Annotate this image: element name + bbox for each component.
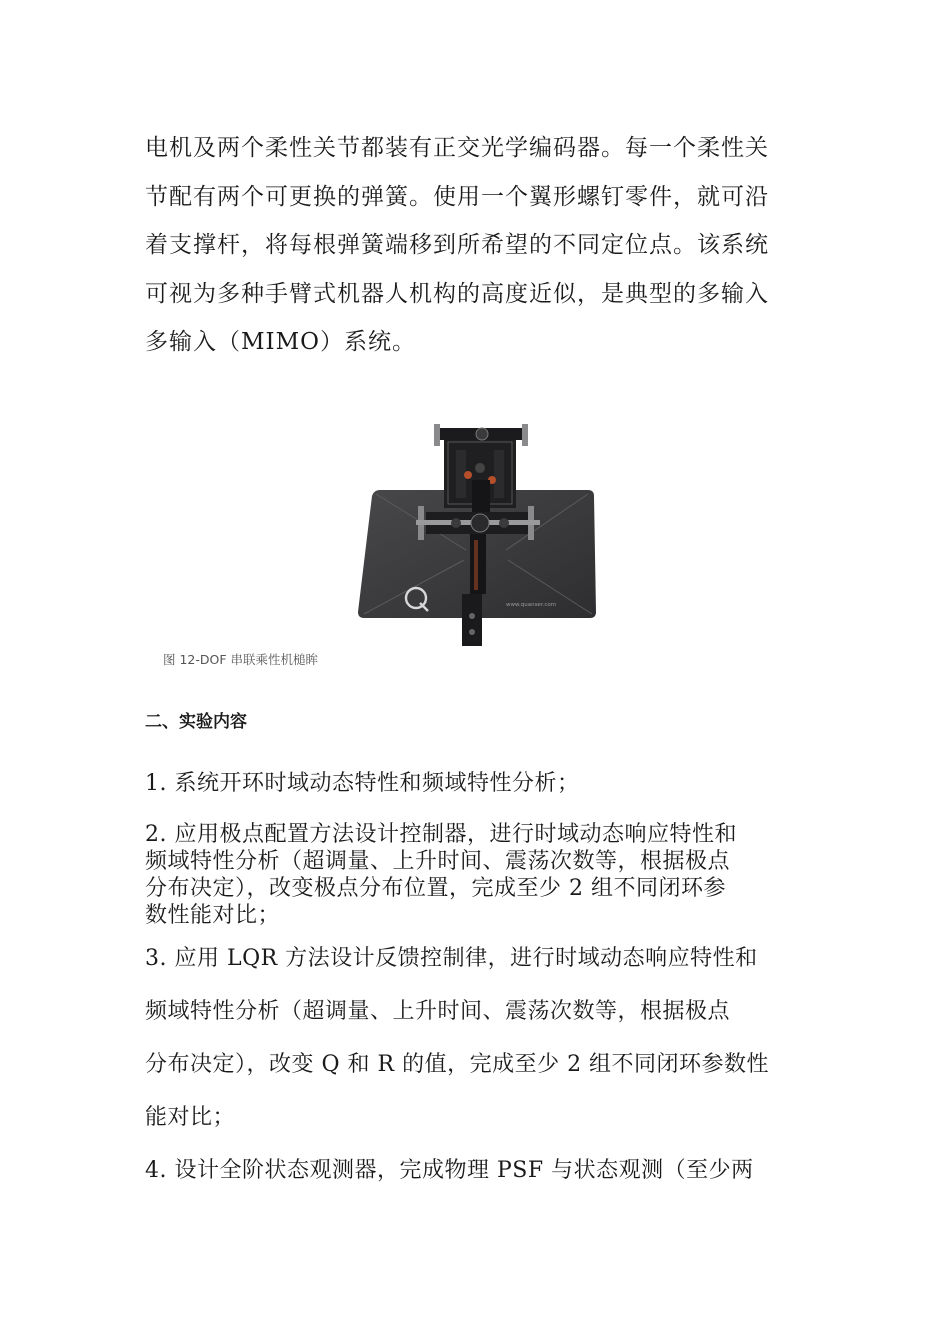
list-item-line: 数性能对比；	[145, 903, 281, 928]
robot-arm-photo	[356, 420, 599, 648]
end-effector	[462, 594, 482, 646]
list-item-line: 能对比；	[145, 1105, 236, 1130]
list-item-line: 频域特性分析（超调量、上升时间、震荡次数等，根据极点	[145, 999, 731, 1024]
list-item-line: 2. 应用极点配置方法设计控制器，进行时域动态响应特性和	[145, 822, 737, 847]
list-item	[145, 1144, 835, 1197]
list-item-line: 频域特性分析（超调量、上升时间、震荡次数等，根据极点	[145, 849, 731, 874]
intro-line: 着支撑杆，将每根弹簧端移到所希望的不同定位点。该系统	[145, 232, 769, 259]
list-item-line: 1. 系统开环时域动态特性和频域特性分析；	[145, 771, 580, 796]
list-item-line: 分布决定），改变极点分布位置，完成至少 2 组不同闭环参	[145, 876, 726, 901]
section-heading: 二、实验内容	[145, 712, 247, 732]
base-url-text: www.quanser.com	[506, 602, 557, 608]
experiment-items-list	[145, 770, 835, 1197]
intro-line: 可视为多种手臂式机器人机构的高度近似，是典型的多输入	[145, 280, 769, 307]
intro-paragraph	[145, 130, 825, 373]
list-item	[145, 770, 835, 797]
intro-line: 节配有两个可更换的弹簧。使用一个翼形螺钉零件，就可沿	[145, 183, 769, 210]
list-item-line: 3. 应用 LQR 方法设计反馈控制律，进行时域动态响应特性和	[145, 946, 758, 971]
list-item	[145, 821, 835, 929]
list-item	[145, 932, 835, 1144]
list-item-line: 4. 设计全阶状态观测器，完成物理 PSF 与状态观测（至少两	[145, 1158, 754, 1183]
intro-line: 多输入（MIMO）系统。	[145, 329, 417, 356]
motor-spring-icon	[464, 471, 472, 479]
figure-caption: 图 12-DOF 串联乘性机槌眸	[163, 652, 319, 667]
list-item-line: 分布决定），改变 Q 和 R 的值，完成至少 2 组不同闭环参数性	[145, 1052, 770, 1077]
robot-arm-figure	[356, 420, 599, 648]
intro-line: 电机及两个柔性关节都装有正交光学编码器。每一个柔性关	[145, 135, 769, 161]
